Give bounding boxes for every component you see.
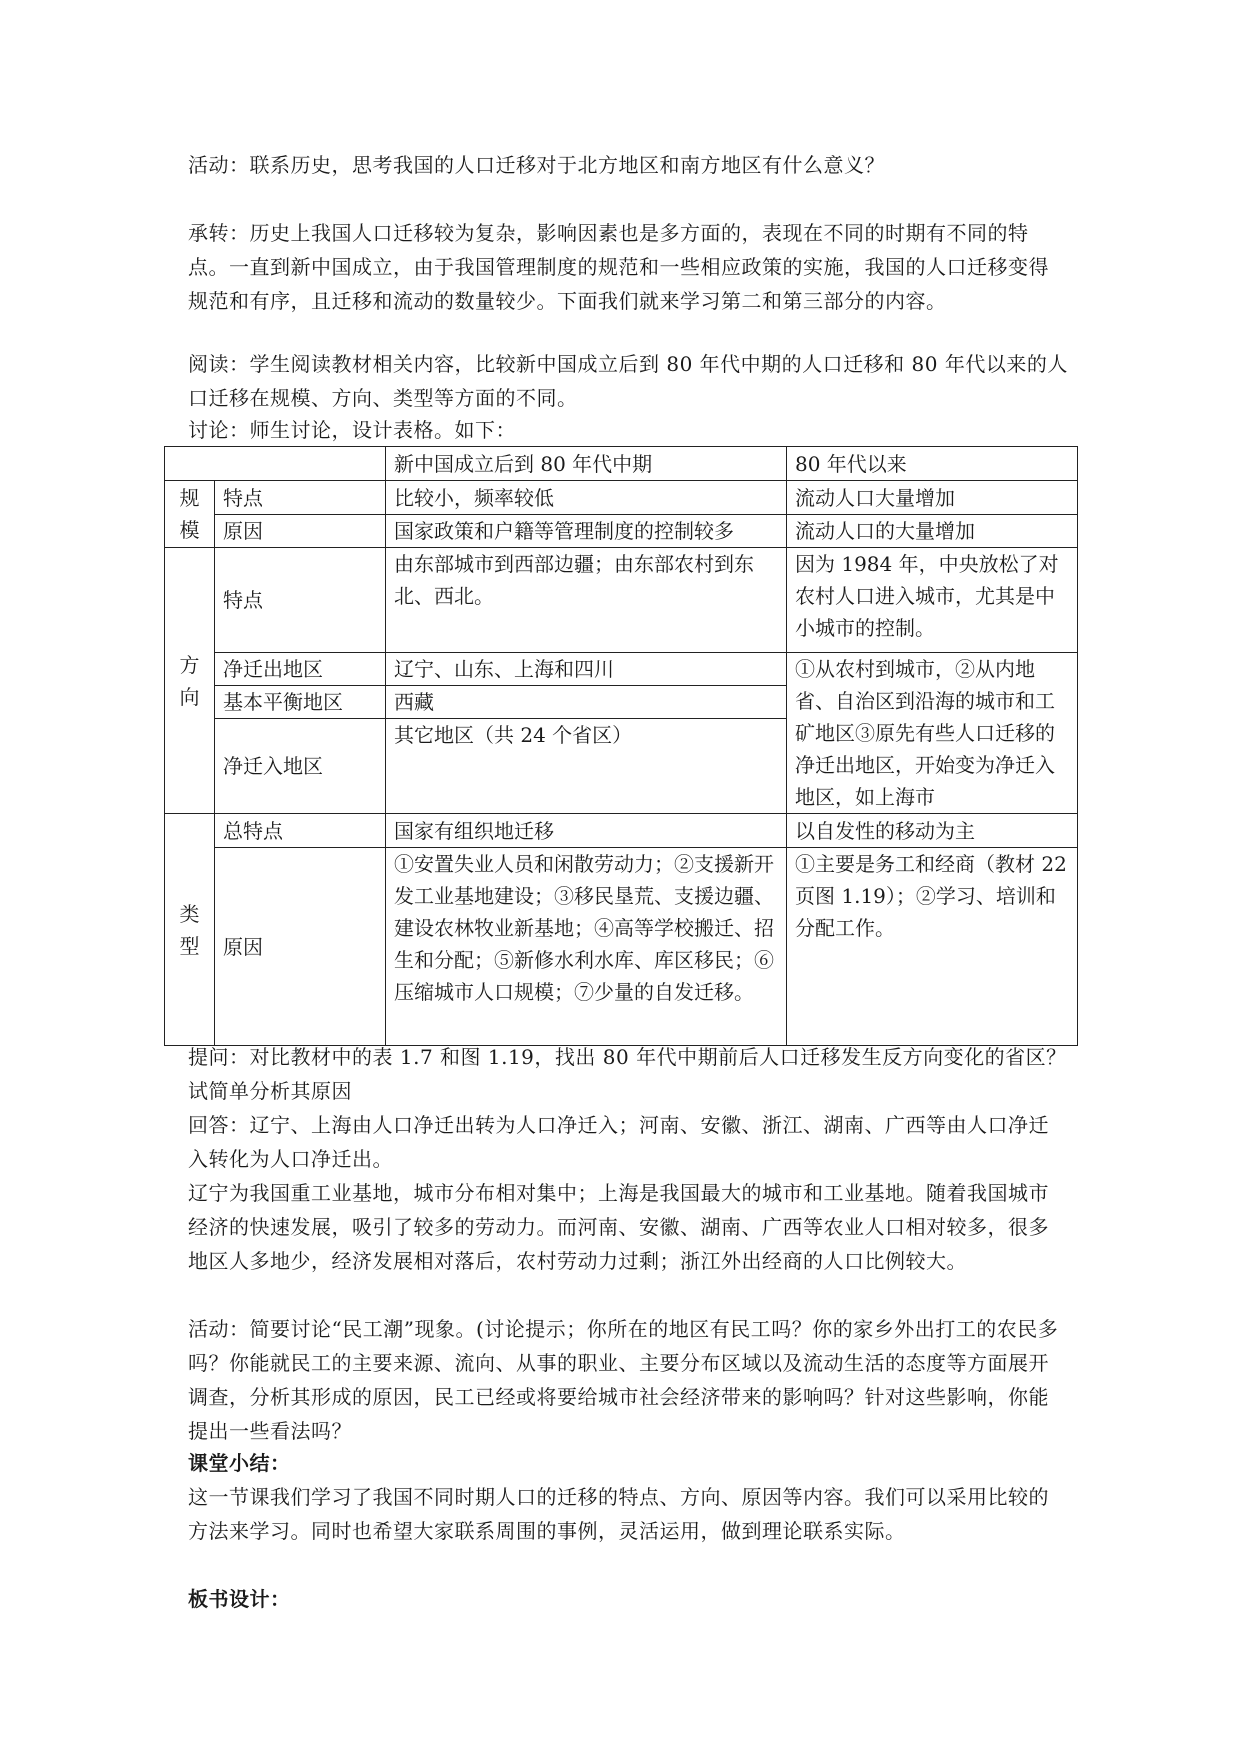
table-cell: ①从农村到城市，②从内地省、自治区到沿海的城市和工矿地区③原先有些人口迁移的净迁出地区，开始变为净迁入地区，如上海市 xyxy=(787,653,1078,814)
row-label: 净迁入地区 xyxy=(215,719,386,814)
table-cell: 比较小，频率较低 xyxy=(386,481,787,515)
table-row xyxy=(165,548,1078,653)
header-since-80s: 80 年代以来 xyxy=(787,447,1078,481)
table-row xyxy=(165,653,1078,686)
table-row xyxy=(165,814,1078,848)
table-row xyxy=(165,481,1078,515)
row-label: 特点 xyxy=(215,481,386,515)
activity-paragraph: 活动：联系历史，思考我国的人口迁移对于北方地区和南方地区有什么意义？ xyxy=(188,153,885,177)
table-row xyxy=(165,848,1078,1046)
row-label: 净迁出地区 xyxy=(215,653,386,686)
table-cell: ①安置失业人员和闲散劳动力；②支援新开发工业基地建设；③移民垦荒、支援边疆、建设农林牧业新基地；④高等学校搬迁、招生和分配；⑤新修水利水库、库区移民；⑥压缩城市人口规模；⑦少量的自发迁移。 xyxy=(386,848,787,1046)
discussion-paragraph: 讨论：师生讨论，设计表格。如下： xyxy=(188,418,516,442)
group-direction: 方 向 xyxy=(165,548,215,814)
summary-heading: 课堂小结： xyxy=(188,1451,291,1475)
comparison-table xyxy=(164,446,1078,1046)
group-scale: 规 模 xyxy=(165,481,215,548)
reading-paragraph: 阅读：学生阅读教材相关内容，比较新中国成立后到 80 年代中期的人口迁移和 80 年代以来的人口迁移在规模、方向、类型等方面的不同。 xyxy=(188,352,1068,410)
table-cell: 流动人口大量增加 xyxy=(787,481,1078,515)
row-label: 原因 xyxy=(215,848,386,1046)
row-label: 总特点 xyxy=(215,814,386,848)
summary-paragraph: 这一节课我们学习了我国不同时期人口的迁移的特点、方向、原因等内容。我们可以采用比较的方法来学习。同时也希望大家联系周围的事例，灵活运用，做到理论联系实际。 xyxy=(188,1485,1049,1543)
row-label: 特点 xyxy=(215,548,386,653)
group-type: 类 型 xyxy=(165,814,215,1046)
activity-min-gong-paragraph: 活动：简要讨论“民工潮”现象。(讨论提示；你所在的地区有民工吗？你的家乡外出打工的农民多吗？你能就民工的主要来源、流向、从事的职业、主要分布区域以及流动生活的态度等方面展开调查，分析其形成的原因，民工已经或将要给城市社会经济带来的影响吗？针对这些影响，你能提出一些看法吗？ xyxy=(188,1317,1059,1443)
table-cell: 国家政策和户籍等管理制度的控制较多 xyxy=(386,515,787,548)
table-cell: 其它地区（共 24 个省区） xyxy=(386,719,787,814)
table-cell: 辽宁、山东、上海和四川 xyxy=(386,653,787,686)
analysis-paragraph: 辽宁为我国重工业基地，城市分布相对集中；上海是我国最大的城市和工业基地。随着我国城市经济的快速发展，吸引了较多的劳动力。而河南、安徽、湖南、广西等农业人口相对较多，很多地区人多地少，经济发展相对落后，农村劳动力过剩；浙江外出经商的人口比例较大。 xyxy=(188,1181,1049,1273)
table-corner-cell xyxy=(165,447,386,481)
row-label: 原因 xyxy=(215,515,386,548)
table-cell: 因为 1984 年，中央放松了对农村人口进入城市，尤其是中小城市的控制。 xyxy=(787,548,1078,653)
table-cell: 国家有组织地迁移 xyxy=(386,814,787,848)
table-cell: 流动人口的大量增加 xyxy=(787,515,1078,548)
header-early-period: 新中国成立后到 80 年代中期 xyxy=(386,447,787,481)
answer-paragraph: 回答：辽宁、上海由人口净迁出转为人口净迁入；河南、安徽、浙江、湖南、广西等由人口净迁入转化为人口净迁出。 xyxy=(188,1113,1049,1171)
table-cell: ①主要是务工和经商（教材 22 页图 1.19）；②学习、培训和分配工作。 xyxy=(787,848,1078,1046)
row-label: 基本平衡地区 xyxy=(215,686,386,719)
question-paragraph: 提问：对比教材中的表 1.7 和图 1.19，找出 80 年代中期前后人口迁移发生反方向变化的省区？试简单分析其原因 xyxy=(188,1045,1067,1103)
table-cell: 由东部城市到西部边疆；由东部农村到东北、西北。 xyxy=(386,548,787,653)
transition-paragraph: 承转：历史上我国人口迁移较为复杂，影响因素也是多方面的，表现在不同的时期有不同的特点。一直到新中国成立，由于我国管理制度的规范和一些相应政策的实施，我国的人口迁移变得规范和有序，且迁移和流动的数量较少。下面我们就来学习第二和第三部分的内容。 xyxy=(188,221,1049,313)
table-cell: 西藏 xyxy=(386,686,787,719)
table-row xyxy=(165,515,1078,548)
board-design-heading: 板书设计： xyxy=(188,1587,291,1611)
table-header-row xyxy=(165,447,1078,481)
table-cell: 以自发性的移动为主 xyxy=(787,814,1078,848)
